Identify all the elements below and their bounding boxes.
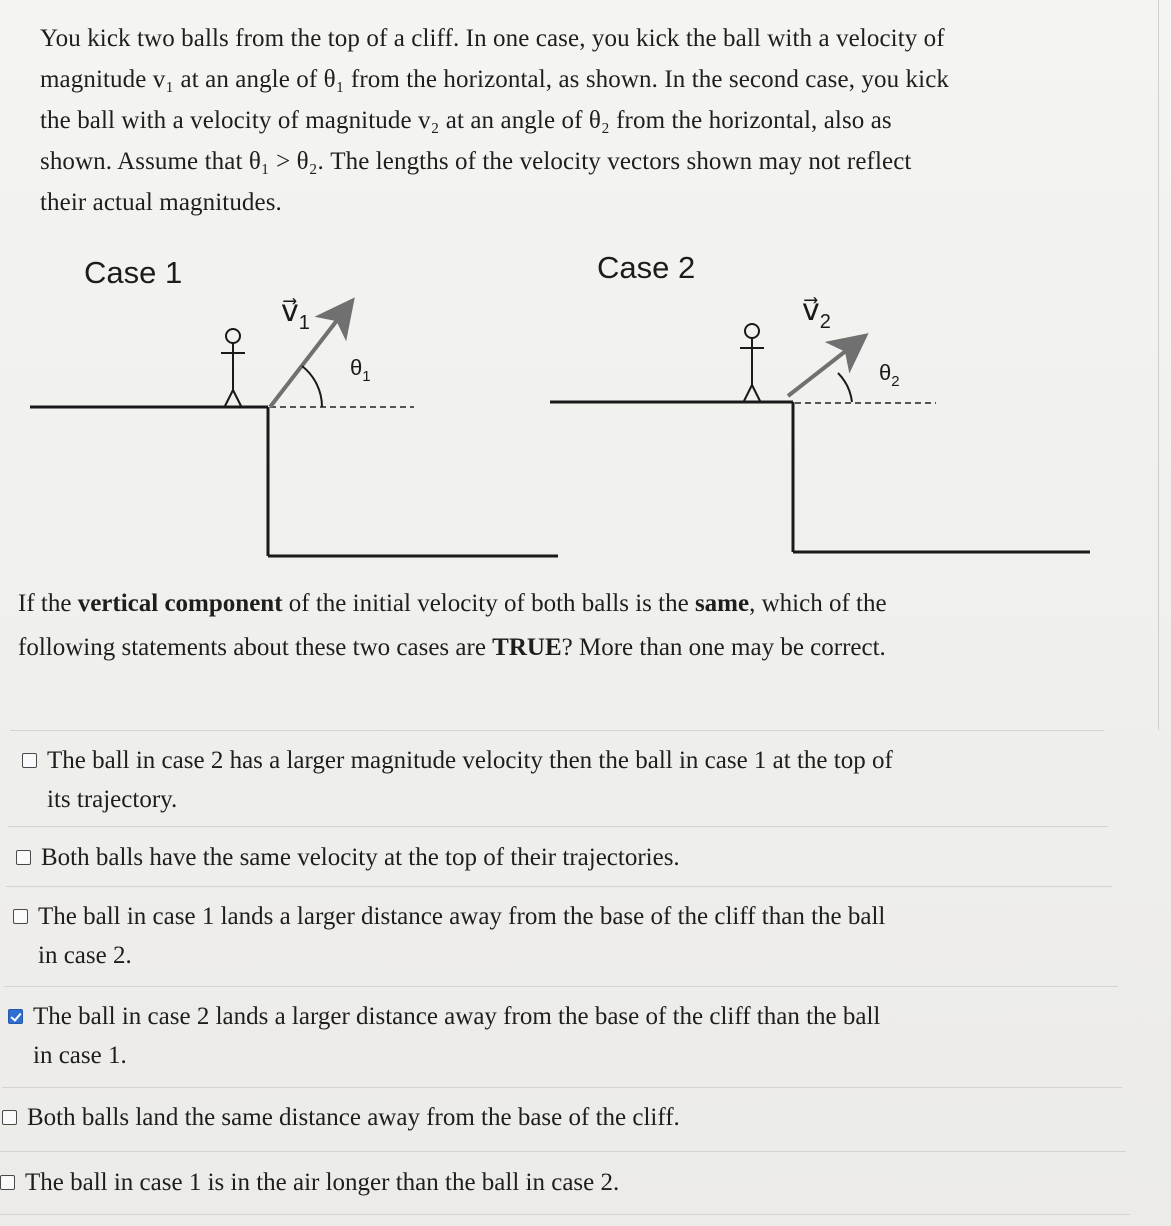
divider (0, 1214, 1130, 1215)
option-label (25, 1163, 619, 1202)
intro-line: You kick two balls from the top of a cliff. In one case, you kick the ball with a velocity of (40, 25, 945, 52)
intro-line: shown. Assume that θ₁ > θ₂. The lengths of the velocity vectors shown may not reflect (40, 148, 912, 175)
intro-line: magnitude v₁ at an angle of θ₁ from the horizontal, as shown. In the second case, you kick (40, 66, 949, 93)
option-label (41, 838, 680, 877)
angle-arc-2 (838, 373, 852, 402)
question-text: If the (18, 590, 78, 617)
option-text: The ball in case 1 is in the air longer than the ball in case 2. (25, 1169, 620, 1196)
checkbox-option-6[interactable] (0, 1175, 15, 1190)
intro-line: their actual magnitudes. (40, 189, 282, 216)
divider (8, 826, 1108, 827)
option-text: The ball in case 2 lands a larger distance away from the base of the cliff than the ball (33, 1003, 881, 1030)
question-prompt (18, 582, 1128, 670)
case-2-label: Case 2 (597, 250, 696, 285)
option-text: in case 1. (33, 1042, 127, 1069)
option-label (47, 741, 893, 819)
question-line-1 (18, 582, 1128, 626)
vector-label-2: $v⃗_2$ (802, 294, 831, 333)
checkbox-option-5[interactable] (2, 1110, 17, 1125)
option-text: in case 2. (38, 942, 132, 969)
option-label (38, 897, 885, 975)
case-2-cliff (550, 402, 1090, 552)
question-text: of the initial velocity of both balls is the (282, 590, 695, 617)
checkbox-option-4-checked[interactable] (8, 1009, 23, 1024)
checkbox-option-2[interactable] (16, 850, 31, 865)
vector-label-1: $v⃗_1$ (281, 295, 310, 334)
answer-option-1[interactable] (22, 741, 1122, 819)
checkbox-option-3[interactable] (13, 909, 28, 924)
answer-option-6[interactable] (0, 1163, 1120, 1202)
question-emphasis: same (694, 590, 750, 617)
case-1-label: Case 1 (84, 255, 183, 290)
problem-statement (40, 18, 1100, 223)
divider (2, 1087, 1122, 1088)
divider (10, 730, 1104, 731)
answer-option-4[interactable] (8, 997, 1128, 1075)
angle-label-2: $\theta_2$ (879, 360, 900, 390)
velocity-arrow-2 (788, 343, 856, 396)
question-emphasis: TRUE (492, 634, 562, 661)
option-text: The ball in case 2 has a larger magnitude velocity then the ball in case 1 at the top of (47, 747, 893, 774)
option-text: The ball in case 1 lands a larger distance away from the base of the cliff than the ball (38, 903, 886, 930)
intro-line: the ball with a velocity of magnitude v₂ at an angle of θ₂ from the horizontal, also as (40, 107, 892, 134)
kicker-figure-1 (221, 329, 245, 406)
question-line-2 (18, 626, 1128, 670)
angle-label-1: $\theta_1$ (350, 355, 371, 385)
option-text: its trajectory. (47, 786, 178, 813)
question-text: following statements about these two cases are (18, 634, 493, 661)
question-text: ? More than one may be correct. (561, 634, 886, 661)
divider (6, 886, 1112, 887)
angle-arc-1 (302, 366, 322, 407)
option-text: Both balls land the same distance away from the base of the cliff. (27, 1104, 680, 1131)
kicker-figure-2 (740, 324, 764, 401)
option-label (27, 1098, 680, 1137)
option-text: Both balls have the same velocity at the top of their trajectories. (41, 844, 680, 871)
question-text: , which of the (749, 590, 887, 617)
divider (0, 1151, 1126, 1152)
divider (4, 986, 1118, 987)
question-emphasis: vertical component (77, 590, 283, 617)
cliff-diagram (0, 230, 1171, 570)
case-1-cliff (30, 407, 558, 556)
option-label (33, 997, 880, 1075)
answer-option-2[interactable] (16, 838, 1116, 877)
answer-option-5[interactable] (2, 1098, 1122, 1137)
checkbox-option-1[interactable] (22, 753, 37, 768)
answer-option-3[interactable] (13, 897, 1123, 975)
